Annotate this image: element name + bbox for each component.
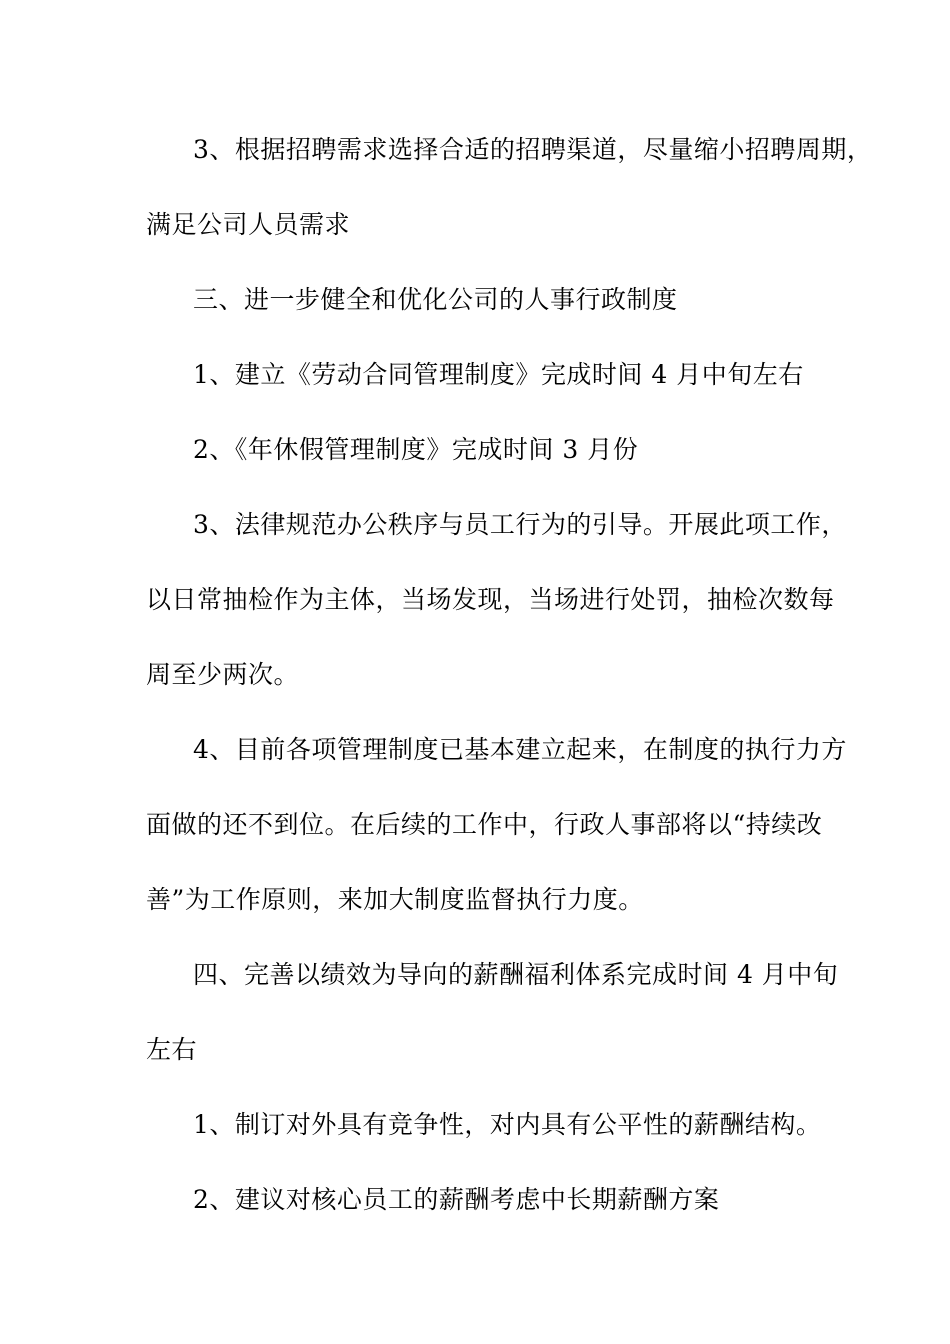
paragraph-line: 周至少两次。 <box>146 660 300 689</box>
section-heading: 四、完善以绩效为导向的薪酬福利体系完成时间 4 月中旬 <box>193 960 839 989</box>
section-heading: 三、进一步健全和优化公司的人事行政制度 <box>193 285 678 314</box>
paragraph-line: 面做的还不到位。在后续的工作中，行政人事部将以“持续改 <box>146 810 823 839</box>
list-item: 2、建议对核心员工的薪酬考虑中长期薪酬方案 <box>193 1185 720 1214</box>
list-item: 1、制订对外具有竞争性，对内具有公平性的薪酬结构。 <box>193 1110 822 1139</box>
paragraph-line: 以日常抽检作为主体，当场发现，当场进行处罚，抽检次数每 <box>146 585 835 614</box>
paragraph-line: 3、法律规范办公秩序与员工行为的引导。开展此项工作， <box>193 510 847 539</box>
paragraph-line: 善”为工作原则，来加大制度监督执行力度。 <box>146 885 644 914</box>
paragraph-line: 3、根据招聘需求选择合适的招聘渠道，尽量缩小招聘周期， <box>193 135 873 164</box>
list-item: 1、建立《劳动合同管理制度》完成时间 4 月中旬左右 <box>193 360 804 389</box>
paragraph-line: 4、目前各项管理制度已基本建立起来，在制度的执行力方 <box>193 735 847 764</box>
section-heading-continued: 左右 <box>146 1035 198 1064</box>
paragraph-line: 满足公司人员需求 <box>146 210 351 239</box>
list-item: 2、《年休假管理制度》完成时间 3 月份 <box>193 435 639 464</box>
